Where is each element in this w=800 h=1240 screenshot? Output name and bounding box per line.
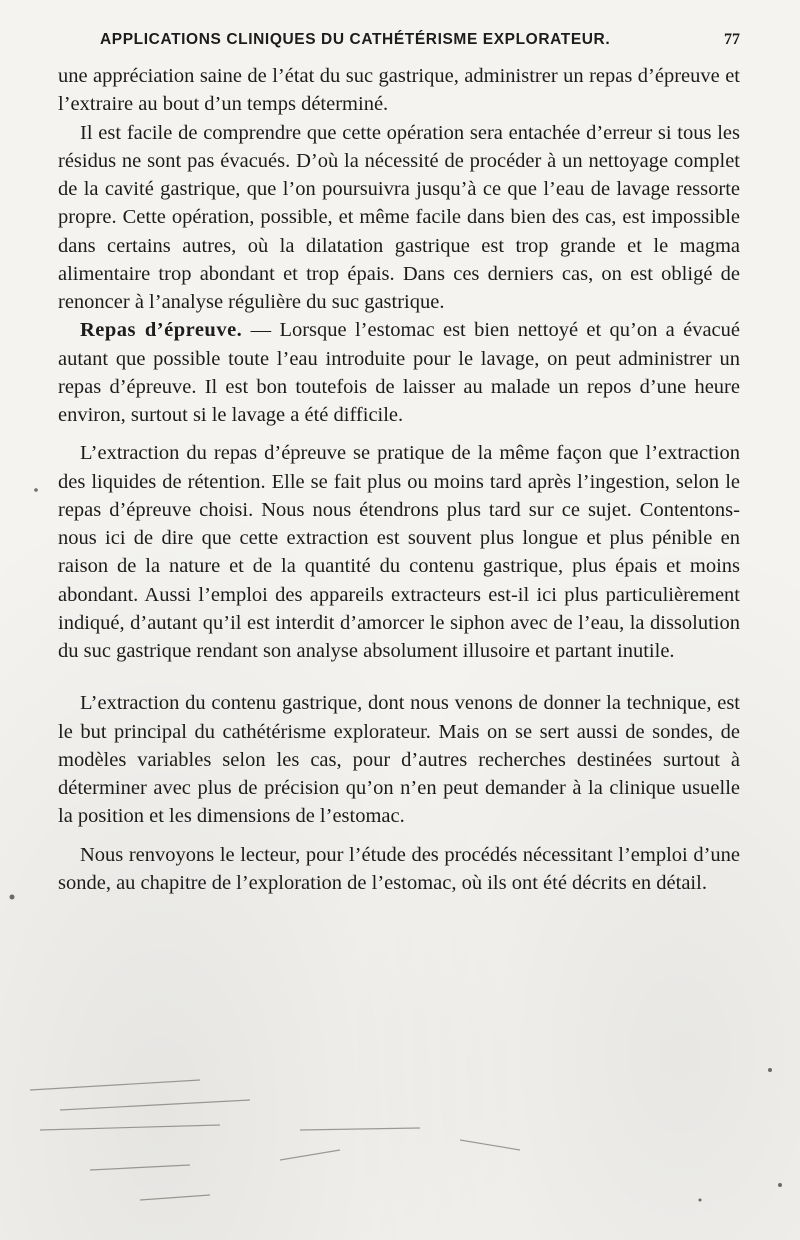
paragraph-residus: Il est facile de comprendre que cette opération sera entachée d’erreur si tous les résidus ne sont pas évacués. D’où la nécessité de procéder à un nettoyage complet de la cavité gastrique, que l’on poursuivra jusqu’à ce que l’eau de lavage ressorte propre. Cette opération, possible, et même facile dans bien des cas, est impossible dans certains autres, où la dilatation gastrique est trop grande et le magma alimentaire trop abondant et trop épais. Dans ces derniers cas, on est obligé de renoncer à l’analyse régulière du suc gastrique.	[58, 121, 740, 313]
paragraph-renvoi: Nous renvoyons le lecteur, pour l’étude des procédés nécessitant l’emploi d’une sonde, au chapitre de l’exploration de l’estomac, où ils ont été décrits en détail.	[58, 843, 740, 894]
page-number: 77	[724, 31, 740, 48]
body-text	[58, 62, 740, 897]
paragraph-sondes: L’extraction du contenu gastrique, dont nous venons de donner la technique, est le but principal du cathétérisme explorateur. Mais on se sert aussi de sondes, de modèles variables selon les cas, pour d’autres recherches destinées surtout à déterminer avec plus de précision qu’on n’en peut demander à la clinique usuelle la position et les dimensions de l’estomac.	[58, 692, 740, 828]
paragraph-extraction: L’extraction du repas d’épreuve se pratique de la même façon que l’extraction des liquides de rétention. Elle se fait plus ou moins tard après l’ingestion, selon le repas d’épreuve choisi. Nous nous étendrons plus tard sur ce sujet. Contentons-nous ici de dire que cette extraction est souvent plus longue et plus pénible en raison de la nature et de la quantité du contenu gastrique, plus épais et moins abondant. Aussi l’emploi des appareils extracteurs est-il ici plus particulièrement indiqué, d’autant qu’il est interdit d’amorcer le siphon avec de l’eau, la dissolution du suc gastrique rendant son analyse absolument illusoire et partant inutile.	[58, 442, 740, 662]
paragraph-repas-epreuve-text: — Lorsque l’estomac est bien nettoyé et qu’on a évacué autant que possible toute l’eau introduite pour le lavage, on peut administrer un repas d’épreuve. Il est bon toutefois de laisser au malade un repos d’une heure environ, surtout si le lavage a été difficile.	[58, 319, 740, 426]
paragraph-continuation: une appréciation saine de l’état du suc gastrique, administrer un repas d’épreuve et l’extraire au bout d’un temps déterminé.	[58, 65, 740, 116]
section-heading: Repas d’épreuve.	[80, 319, 243, 342]
running-head-title: APPLICATIONS CLINIQUES DU CATHÉTÉRISME EXPLORATEUR.	[100, 31, 611, 48]
running-head	[100, 31, 740, 49]
paragraph-repas-epreuve	[58, 316, 740, 429]
